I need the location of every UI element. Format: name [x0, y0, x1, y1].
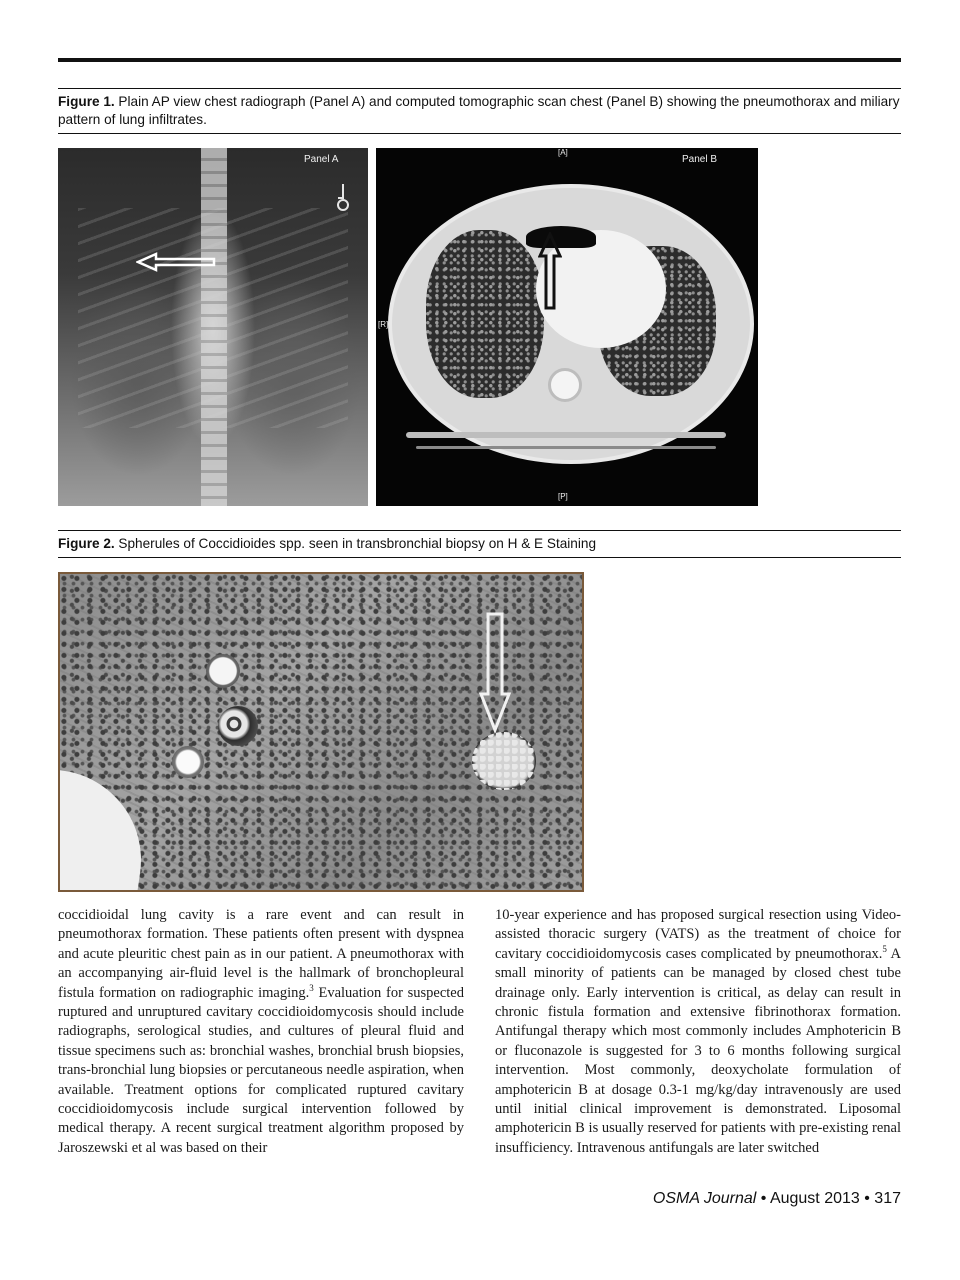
- spine: [201, 148, 227, 506]
- ct-marker-left: [R]: [378, 320, 389, 329]
- ct-table: [406, 432, 726, 438]
- figure2-rule-top: [58, 530, 901, 531]
- panel-a-label: Panel A: [304, 154, 339, 165]
- top-rule: [58, 58, 901, 62]
- footer-separator: •: [756, 1190, 770, 1207]
- footer-separator: •: [859, 1190, 875, 1207]
- spherule-with-endospores: [472, 732, 536, 790]
- side-marker-icon: [334, 182, 354, 212]
- body-text-segment: 10-year experience and has proposed surgical resection using Video-assisted thoracic surgery (VATS) as the treatment of choice for cavitary coccidioidomycosis cases complicated by pneumothorax.: [495, 907, 901, 962]
- body-paragraph-left: [58, 906, 464, 1158]
- pneumothorax-arrow-icon: [136, 252, 218, 272]
- panel-b-label: Panel B: [682, 154, 718, 165]
- ct-right-lung: [426, 230, 544, 398]
- body-text-right-column: [495, 906, 901, 1158]
- figure2-caption-text: Spherules of Coccidioides spp. seen in transbronchial biopsy on H & E Staining: [114, 536, 596, 551]
- figure1-caption-text: Plain AP view chest radiograph (Panel A) and computed tomographic scan chest (Panel B) showing the pneumothorax and miliary pattern of lung infiltrates.: [58, 94, 900, 127]
- figure1-rule-top: [58, 88, 901, 89]
- body-text-left-column: [58, 906, 464, 1158]
- page-number: 317: [874, 1190, 901, 1207]
- panel-divider: [368, 148, 376, 506]
- ct-marker-top: [A]: [558, 148, 568, 157]
- figure1-caption: [58, 93, 901, 129]
- citation-superscript: 5: [882, 943, 887, 954]
- ct-vertebra: [548, 368, 582, 402]
- figure1-rule-bottom: [58, 133, 901, 134]
- ct-table-edge: [416, 446, 716, 449]
- figure2-caption: [58, 535, 901, 553]
- figure1-image: [58, 148, 758, 506]
- spherule-arrow-icon: [478, 612, 512, 734]
- chest-radiograph-panel-a: [58, 148, 368, 506]
- issue-date: August 2013: [769, 1190, 860, 1207]
- spherule: [218, 706, 258, 746]
- histology-background-area: [58, 767, 153, 892]
- figure2-caption-label: Figure 2.: [58, 536, 115, 551]
- figure2-histology-image: [58, 572, 584, 892]
- citation-superscript: 3: [309, 982, 314, 993]
- figure1-caption-label: Figure 1.: [58, 94, 115, 109]
- journal-name: OSMA Journal: [652, 1190, 757, 1207]
- body-text-segment: Evaluation for suspected ruptured and unruptured cavitary coccidioidomycosis should include radiographs, serological studies, and cultures of pleural fluid and tissue specimens such as: bronchial washes, bronchial brush biopsies, trans-bronchial lung biopsies or percutaneous needle aspiration, when available. Treatment options for complicated ruptured cavitary coccidioidomycosis include surgical intervention followed by medical therapy. A recent surgical treatment algorithm proposed by Jaroszewski et al was based on their: [58, 984, 464, 1156]
- body-text-segment: coccidioidal lung cavity is a rare event and can result in pneumothorax formation. These patients often present with dyspnea and acute pleuritic chest pain as in our patient. A pneumothorax with an accompanying air-fluid level is the hallmark of bronchopleural fistula formation on radiographic imaging.: [58, 907, 464, 1001]
- spherule: [172, 746, 204, 778]
- figure2-rule-bottom: [58, 557, 901, 558]
- ct-scan-panel-b: [376, 148, 758, 506]
- pneumothorax-arrow-icon: [538, 232, 562, 312]
- ct-marker-bottom: [P]: [558, 492, 568, 501]
- body-text-segment: A small minority of patients can be managed by closed chest tube drainage only. Early intervention is critical, as delay can result in chronic fistula formation and extensive fibrinothorax formation. Antifungal therapy which most commonly includes Amphotericin B or fluconazole is suggested for 3 to 6 months following surgical intervention. Most commonly, deoxycholate formulation of amphotericin B at dosage 0.3-1 mg/kg/day intravenously are used until initial clinical improvement is demonstrated. Liposomal amphotericin B is usually reserved for patients with pre-existing renal insufficiency. Intravenous antifungals are later switched: [495, 945, 901, 1156]
- page-footer: [653, 1190, 901, 1208]
- spherule: [206, 654, 240, 688]
- body-paragraph-right: [495, 906, 901, 1158]
